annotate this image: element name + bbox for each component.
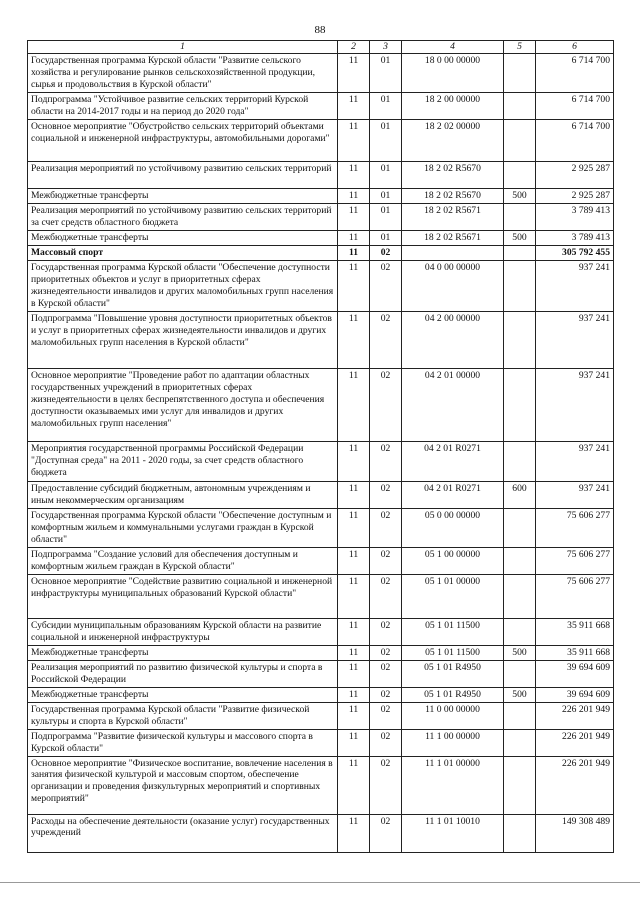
- row-amount-cell: 75 606 277: [536, 508, 614, 547]
- row-expense-type-cell: 500: [504, 687, 536, 702]
- row-subsection-cell: 01: [370, 203, 402, 230]
- row-name-cell: Подпрограмма "Устойчивое развитие сельских территорий Курской области на 2014-2017 годы и на период до 2020 года": [28, 92, 338, 119]
- row-section-cell: 11: [338, 92, 370, 119]
- table-row: [28, 645, 614, 660]
- table-row: [28, 687, 614, 702]
- table-row: [28, 729, 614, 756]
- row-name-cell: Государственная программа Курской области "Обеспечение доступным и комфортным жильем и коммунальными услугами граждан в Курской области": [28, 508, 338, 547]
- row-target-code-cell: 04 2 01 R0271: [402, 441, 504, 481]
- row-name-cell: Государственная программа Курской области "Развитие физической культуры и спорта в Курской области": [28, 702, 338, 729]
- row-name-cell: Субсидии муниципальным образованиям Курской области на развитие социальной и инженерной инфраструктуры: [28, 618, 338, 645]
- row-target-code-cell: 04 0 00 00000: [402, 260, 504, 311]
- row-name-cell: Предоставление субсидий бюджетным, автономным учреждениям и иным некоммерческим организациям: [28, 481, 338, 508]
- row-subsection-cell: 01: [370, 53, 402, 92]
- row-section-cell: 11: [338, 311, 370, 368]
- row-section-cell: 11: [338, 756, 370, 814]
- table-row: [28, 245, 614, 260]
- column-header: 4: [402, 41, 504, 54]
- row-target-code-cell: 18 2 02 R5671: [402, 203, 504, 230]
- table-row: [28, 756, 614, 814]
- row-subsection-cell: 01: [370, 92, 402, 119]
- row-name-cell: Основное мероприятие "Содействие развитию социальной и инженерной инфраструктуры муниципальных образований Курской области": [28, 574, 338, 618]
- table-row: [28, 481, 614, 508]
- row-target-code-cell: 05 1 00 00000: [402, 547, 504, 574]
- row-name-cell: Подпрограмма "Развитие физической культуры и массового спорта в Курской области": [28, 729, 338, 756]
- row-section-cell: 11: [338, 660, 370, 687]
- row-name-cell: Расходы на обеспечение деятельности (оказание услуг) государственных учреждений: [28, 814, 338, 852]
- row-subsection-cell: 02: [370, 618, 402, 645]
- row-target-code-cell: 11 0 00 00000: [402, 702, 504, 729]
- row-subsection-cell: 02: [370, 441, 402, 481]
- row-amount-cell: 6 714 700: [536, 53, 614, 92]
- table-row: [28, 508, 614, 547]
- row-name-cell: Реализация мероприятий по устойчивому развитию сельских территорий за счет средств областного бюджета: [28, 203, 338, 230]
- row-expense-type-cell: [504, 660, 536, 687]
- row-name-cell: Государственная программа Курской области "Обеспечение доступности приоритетных объектов и услуг в приоритетных сферах жизнедеятельности инвалидов и других маломобильных групп населения в Курской области": [28, 260, 338, 311]
- row-subsection-cell: 02: [370, 368, 402, 441]
- table-row: [28, 203, 614, 230]
- table-row: [28, 618, 614, 645]
- row-amount-cell: 226 201 949: [536, 702, 614, 729]
- row-section-cell: 11: [338, 368, 370, 441]
- column-header: 5: [504, 41, 536, 54]
- row-subsection-cell: 01: [370, 230, 402, 245]
- row-expense-type-cell: [504, 92, 536, 119]
- row-amount-cell: 3 789 413: [536, 203, 614, 230]
- row-section-cell: 11: [338, 481, 370, 508]
- row-amount-cell: 149 308 489: [536, 814, 614, 852]
- row-expense-type-cell: [504, 547, 536, 574]
- row-subsection-cell: 02: [370, 574, 402, 618]
- row-name-cell: Подпрограмма "Создание условий для обеспечения доступным и комфортным жильем граждан в Курской области": [28, 547, 338, 574]
- row-amount-cell: 305 792 455: [536, 245, 614, 260]
- table-row: [28, 260, 614, 311]
- row-amount-cell: 937 241: [536, 481, 614, 508]
- row-amount-cell: 226 201 949: [536, 729, 614, 756]
- row-subsection-cell: 02: [370, 260, 402, 311]
- budget-table: [27, 40, 614, 853]
- row-amount-cell: 3 789 413: [536, 230, 614, 245]
- row-subsection-cell: 02: [370, 702, 402, 729]
- row-name-cell: Основное мероприятие "Проведение работ по адаптации областных государственных учреждений в приоритетных сферах жизнедеятельности в целях беспрепятственного доступа и обеспечения доступности оказываемых ими услуг для инвалидов и других маломобильных групп населения": [28, 368, 338, 441]
- table-row: [28, 660, 614, 687]
- table-header-row: [28, 41, 614, 54]
- row-expense-type-cell: [504, 756, 536, 814]
- table-row: [28, 92, 614, 119]
- row-subsection-cell: 01: [370, 188, 402, 203]
- row-target-code-cell: 05 1 01 11500: [402, 618, 504, 645]
- row-amount-cell: 937 241: [536, 260, 614, 311]
- row-section-cell: 11: [338, 188, 370, 203]
- table-row: [28, 188, 614, 203]
- row-target-code-cell: 05 1 01 R4950: [402, 660, 504, 687]
- row-amount-cell: 6 714 700: [536, 119, 614, 161]
- row-expense-type-cell: [504, 203, 536, 230]
- page-bottom-rule: [0, 882, 640, 883]
- row-section-cell: 11: [338, 203, 370, 230]
- row-section-cell: 11: [338, 729, 370, 756]
- row-target-code-cell: 04 2 01 R0271: [402, 481, 504, 508]
- row-target-code-cell: 18 2 02 00000: [402, 119, 504, 161]
- row-subsection-cell: 02: [370, 814, 402, 852]
- row-name-cell: Массовый спорт: [28, 245, 338, 260]
- row-expense-type-cell: [504, 729, 536, 756]
- row-section-cell: 11: [338, 119, 370, 161]
- row-subsection-cell: 01: [370, 161, 402, 188]
- row-amount-cell: 2 925 287: [536, 188, 614, 203]
- table-row: [28, 368, 614, 441]
- row-name-cell: Межбюджетные трансферты: [28, 645, 338, 660]
- row-amount-cell: 35 911 668: [536, 618, 614, 645]
- column-header: 2: [338, 41, 370, 54]
- row-amount-cell: 39 694 609: [536, 687, 614, 702]
- row-target-code-cell: 05 0 00 00000: [402, 508, 504, 547]
- row-target-code-cell: 11 1 01 10010: [402, 814, 504, 852]
- row-expense-type-cell: [504, 260, 536, 311]
- row-section-cell: 11: [338, 508, 370, 547]
- row-name-cell: Основное мероприятие "Обустройство сельских территорий объектами социальной и инженерной инфраструктуры, автомобильными дорогами": [28, 119, 338, 161]
- table-row: [28, 574, 614, 618]
- page-number: 88: [314, 24, 326, 36]
- column-header: 1: [28, 41, 338, 54]
- row-target-code-cell: 18 2 02 R5671: [402, 230, 504, 245]
- row-expense-type-cell: [504, 119, 536, 161]
- row-target-code-cell: 04 2 00 00000: [402, 311, 504, 368]
- row-expense-type-cell: 600: [504, 481, 536, 508]
- row-subsection-cell: 02: [370, 508, 402, 547]
- row-expense-type-cell: [504, 508, 536, 547]
- row-section-cell: 11: [338, 702, 370, 729]
- row-expense-type-cell: [504, 53, 536, 92]
- row-section-cell: 11: [338, 547, 370, 574]
- row-amount-cell: 75 606 277: [536, 574, 614, 618]
- row-subsection-cell: 02: [370, 245, 402, 260]
- table-row: [28, 441, 614, 481]
- row-expense-type-cell: [504, 618, 536, 645]
- table-row: [28, 311, 614, 368]
- row-name-cell: Межбюджетные трансферты: [28, 188, 338, 203]
- row-target-code-cell: 05 1 01 11500: [402, 645, 504, 660]
- row-name-cell: Основное мероприятие "Физическое воспитание, вовлечение населения в занятия физической культурой и массовым спортом, обеспечение организации и проведения физкультурных мероприятий и спортивных мероприятий": [28, 756, 338, 814]
- row-name-cell: Государственная программа Курской области "Развитие сельского хозяйства и регулирование рынков сельскохозяйственной продукции, сырья и продовольствия в Курской области": [28, 53, 338, 92]
- row-section-cell: 11: [338, 645, 370, 660]
- row-subsection-cell: 02: [370, 645, 402, 660]
- row-target-code-cell: 18 2 02 R5670: [402, 161, 504, 188]
- row-expense-type-cell: [504, 814, 536, 852]
- row-target-code-cell: 04 2 01 00000: [402, 368, 504, 441]
- row-subsection-cell: 02: [370, 481, 402, 508]
- row-amount-cell: 937 241: [536, 311, 614, 368]
- row-subsection-cell: 02: [370, 756, 402, 814]
- row-subsection-cell: 02: [370, 729, 402, 756]
- row-target-code-cell: 05 1 01 R4950: [402, 687, 504, 702]
- row-amount-cell: 226 201 949: [536, 756, 614, 814]
- row-amount-cell: 6 714 700: [536, 92, 614, 119]
- row-subsection-cell: 01: [370, 119, 402, 161]
- row-amount-cell: 937 241: [536, 368, 614, 441]
- row-section-cell: 11: [338, 230, 370, 245]
- row-amount-cell: 2 925 287: [536, 161, 614, 188]
- row-amount-cell: 35 911 668: [536, 645, 614, 660]
- table-row: [28, 702, 614, 729]
- table-row: [28, 119, 614, 161]
- table-row: [28, 547, 614, 574]
- row-target-code-cell: 18 2 02 R5670: [402, 188, 504, 203]
- row-amount-cell: 75 606 277: [536, 547, 614, 574]
- row-expense-type-cell: 500: [504, 230, 536, 245]
- row-name-cell: Реализация мероприятий по устойчивому развитию сельских территорий: [28, 161, 338, 188]
- row-section-cell: 11: [338, 814, 370, 852]
- row-section-cell: 11: [338, 687, 370, 702]
- column-header: 3: [370, 41, 402, 54]
- table-row: [28, 230, 614, 245]
- table-row: [28, 53, 614, 92]
- table-row: [28, 814, 614, 852]
- row-section-cell: 11: [338, 245, 370, 260]
- row-expense-type-cell: 500: [504, 188, 536, 203]
- row-expense-type-cell: [504, 245, 536, 260]
- row-target-code-cell: 05 1 01 00000: [402, 574, 504, 618]
- column-header: 6: [536, 41, 614, 54]
- row-expense-type-cell: [504, 574, 536, 618]
- row-target-code-cell: 11 1 00 00000: [402, 729, 504, 756]
- row-expense-type-cell: [504, 311, 536, 368]
- row-amount-cell: 39 694 609: [536, 660, 614, 687]
- row-expense-type-cell: [504, 161, 536, 188]
- row-subsection-cell: 02: [370, 311, 402, 368]
- row-section-cell: 11: [338, 441, 370, 481]
- row-section-cell: 11: [338, 574, 370, 618]
- row-name-cell: Межбюджетные трансферты: [28, 687, 338, 702]
- row-section-cell: 11: [338, 260, 370, 311]
- row-target-code-cell: 18 2 00 00000: [402, 92, 504, 119]
- row-subsection-cell: 02: [370, 547, 402, 574]
- row-target-code-cell: 11 1 01 00000: [402, 756, 504, 814]
- row-target-code-cell: 18 0 00 00000: [402, 53, 504, 92]
- table-body: [28, 53, 614, 852]
- row-expense-type-cell: 500: [504, 645, 536, 660]
- row-expense-type-cell: [504, 702, 536, 729]
- row-expense-type-cell: [504, 441, 536, 481]
- row-section-cell: 11: [338, 53, 370, 92]
- row-subsection-cell: 02: [370, 687, 402, 702]
- row-section-cell: 11: [338, 618, 370, 645]
- row-amount-cell: 937 241: [536, 441, 614, 481]
- row-target-code-cell: [402, 245, 504, 260]
- row-section-cell: 11: [338, 161, 370, 188]
- row-name-cell: Реализация мероприятий по развитию физической культуры и спорта в Российской Федерации: [28, 660, 338, 687]
- row-expense-type-cell: [504, 368, 536, 441]
- row-name-cell: Межбюджетные трансферты: [28, 230, 338, 245]
- table-row: [28, 161, 614, 188]
- row-subsection-cell: 02: [370, 660, 402, 687]
- row-name-cell: Подпрограмма "Повышение уровня доступности приоритетных объектов и услуг в приоритетных сферах жизнедеятельности инвалидов и других маломобильных групп населения в Курской области": [28, 311, 338, 368]
- row-name-cell: Мероприятия государственной программы Российской Федерации "Доступная среда" на 2011 - 2020 годы, за счет средств областного бюджета: [28, 441, 338, 481]
